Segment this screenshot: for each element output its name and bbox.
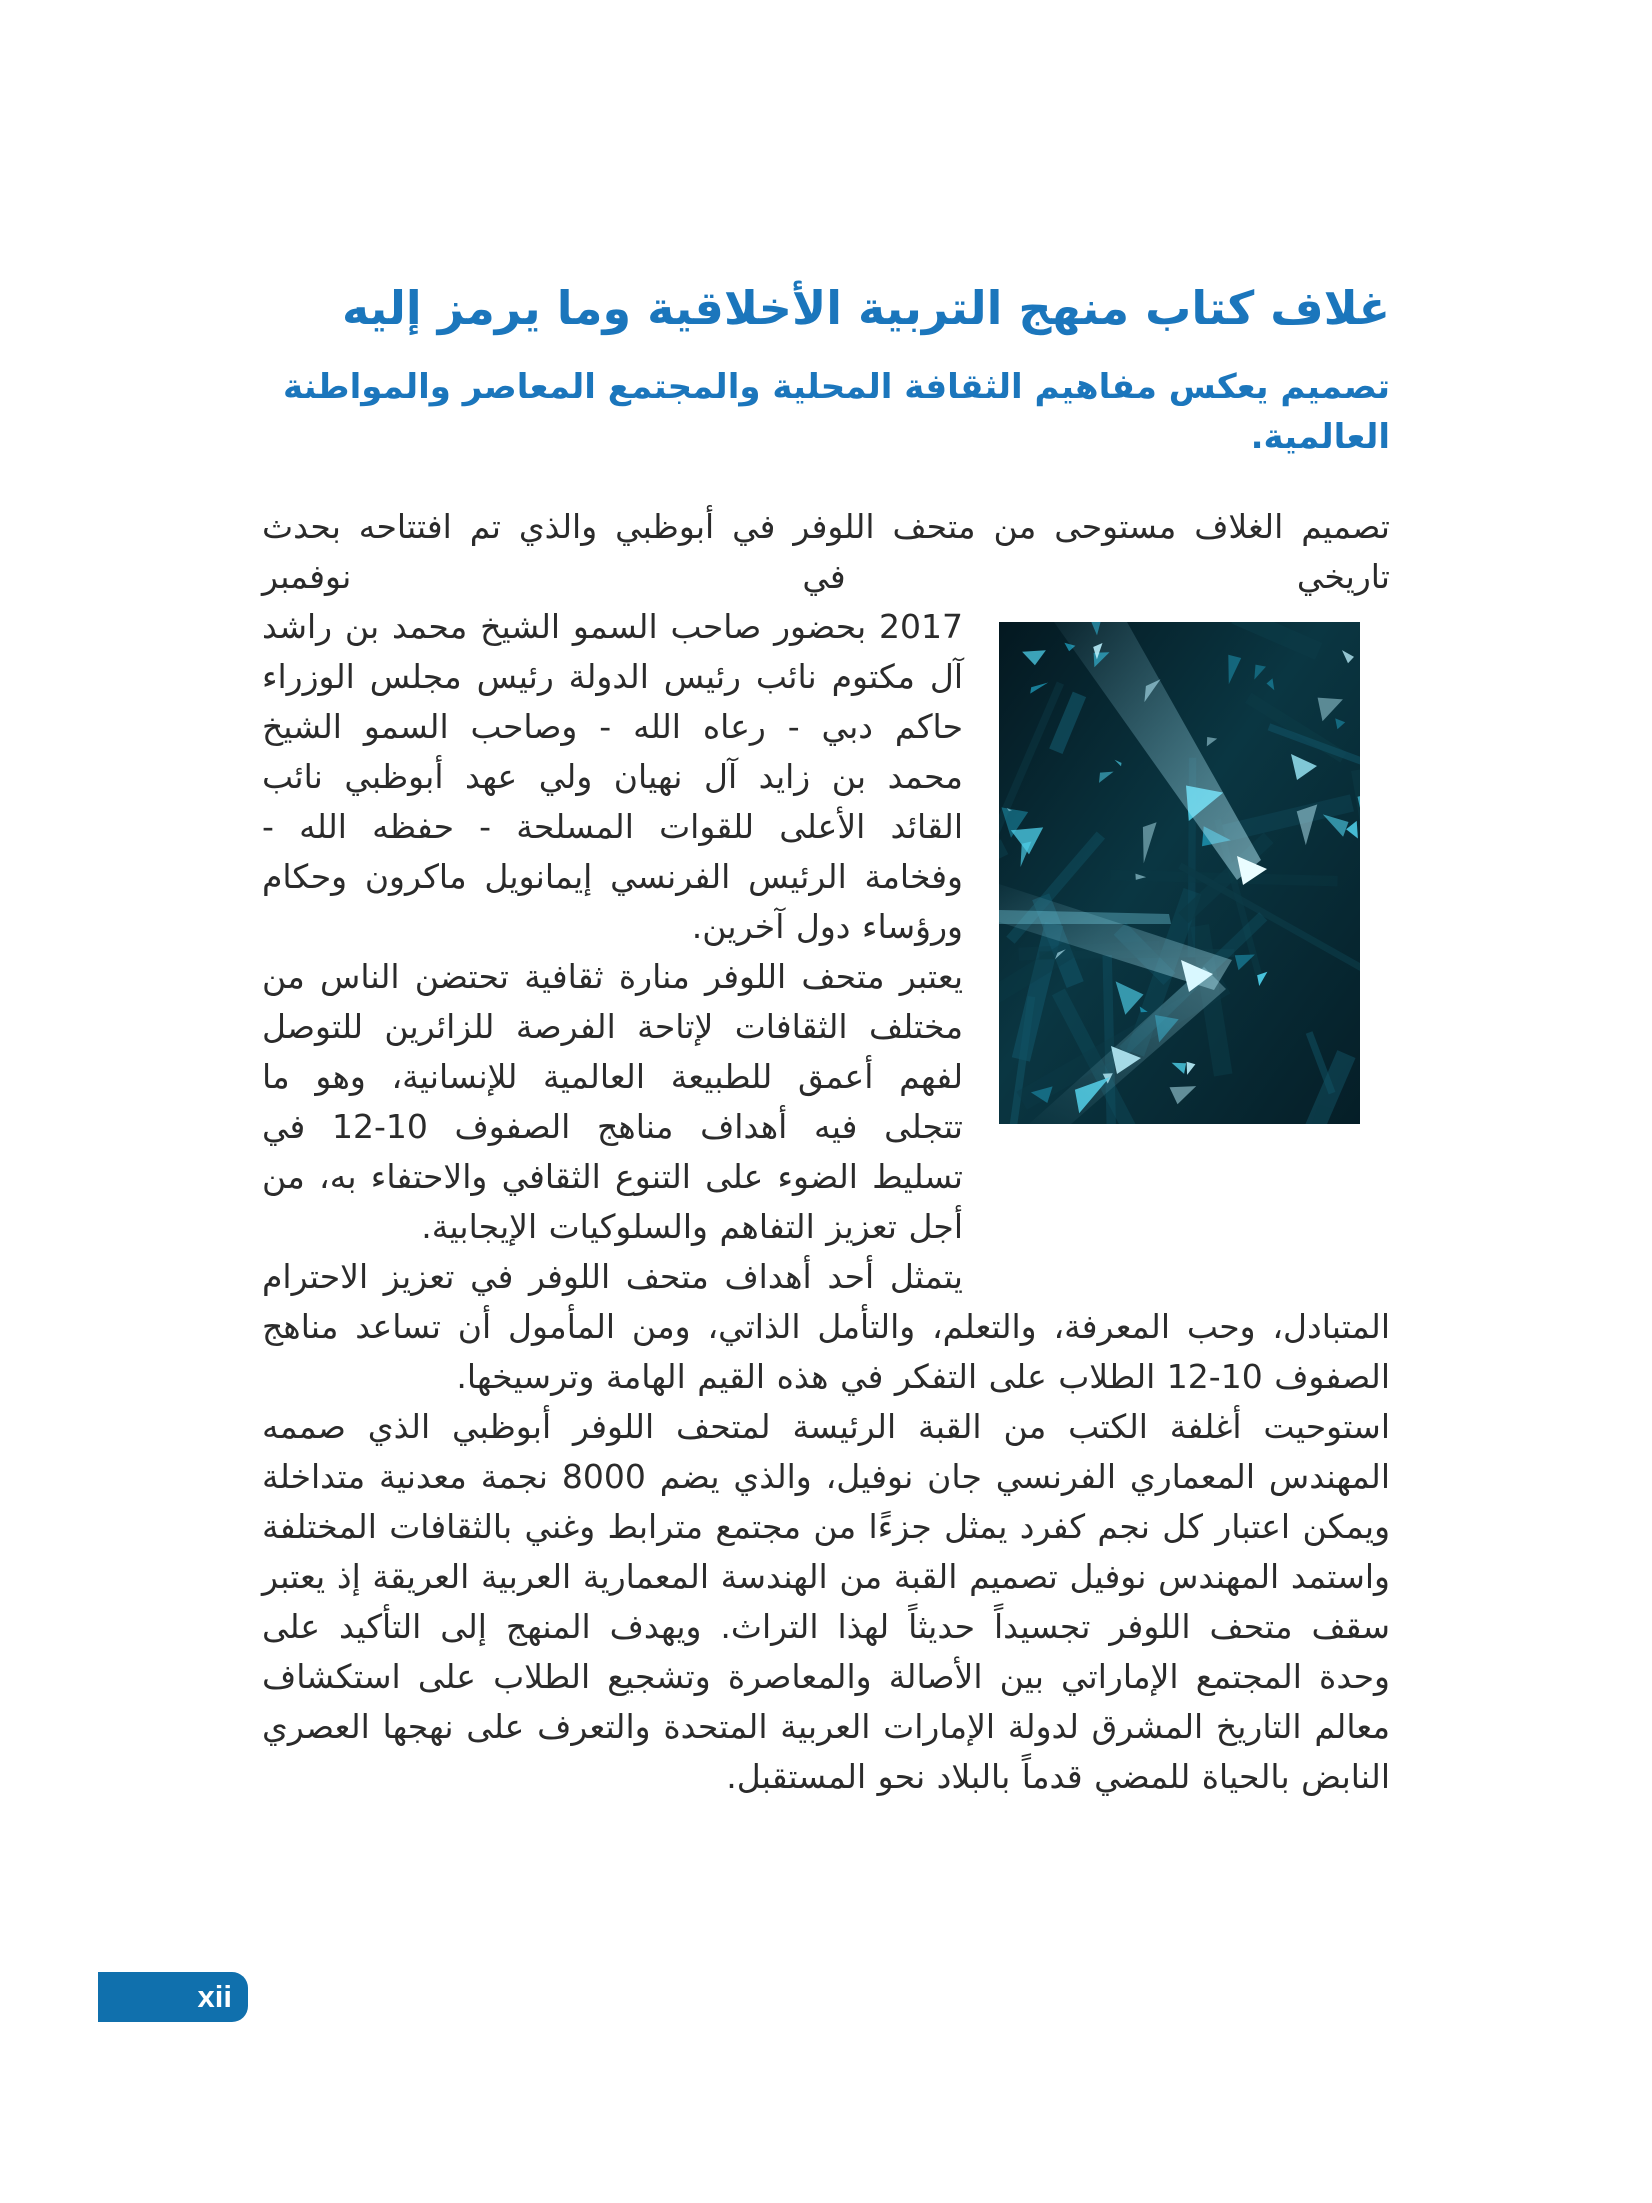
page-title: غلاف كتاب منهج التربية الأخلاقية وما يرمز إليه xyxy=(341,281,1390,335)
body-paragraph-3: يتمثل أحد أهداف متحف اللوفر في تعزيز الاحترام المتبادل، وحب المعرفة، والتعلم، والتأمل الذاتي، ومن المأمول أن تساعد مناهج الصفوف 10-12 الطلاب على التفكر في هذه القيم الهامة وترسيخها. xyxy=(262,1257,1390,1396)
body-paragraph-1: 2017 بحضور صاحب السمو الشيخ محمد بن راشد آل مكتوم نائب رئيس الدولة رئيس مجلس الوزراء حاكم دبي - رعاه الله - وصاحب السمو الشيخ محمد بن زايد آل نهيان ولي عهد أبوظبي نائب القائد الأعلى للقوات المسلحة - حفظه الله - وفخامة الرئيس الفرنسي إيمانويل ماكرون وحكام ورؤساء دول آخرين. xyxy=(262,607,963,946)
page-number: xii xyxy=(197,1979,232,2014)
louvre-dome-photo-graphic xyxy=(999,622,1360,1124)
page-content xyxy=(262,0,1390,1802)
body-paragraph-1-lead: تصميم الغلاف مستوحى من متحف اللوفر في أبوظبي والذي تم افتتاحه بحدث تاريخي في نوفمبر xyxy=(262,507,1390,596)
page-number-badge xyxy=(98,1972,248,2022)
page-subtitle: تصميم يعكس مفاهيم الثقافة المحلية والمجتمع المعاصر والمواطنة العالمية. xyxy=(283,367,1390,457)
body-paragraph-2: يعتبر متحف اللوفر منارة ثقافية تحتضن الناس من مختلف الثقافات لإتاحة الفرصة للزائرين للتوصل لفهم أعمق للطبيعة العالمية للإنسانية، وهو ما تتجلى فيه أهداف مناهج الصفوف 10-12 في تسليط الضوء على التنوع الثقافي والاحتفاء به، من أجل تعزيز التفاهم والسلوكيات الإيجابية. xyxy=(262,957,963,1246)
body-paragraph-4: استوحيت أغلفة الكتب من القبة الرئيسة لمتحف اللوفر أبوظبي الذي صممه المهندس المعماري الفرنسي جان نوفيل، والذي يضم 8000 نجمة معدنية متداخلة ويمكن اعتبار كل نجم كفرد يمثل جزءًا من مجتمع مترابط وغني بالثقافات المختلفة واستمد المهندس نوفيل تصميم القبة من الهندسة المعمارية العربية العريقة إذ يعتبر سقف متحف اللوفر تجسيداً حديثاً لهذا التراث. ويهدف المنهج إلى التأكيد على وحدة المجتمع الإماراتي بين الأصالة والمعاصرة وتشجيع الطلاب على استكشاف معالم التاريخ المشرق لدولة الإمارات العربية المتحدة والتعرف على نهجها العصري النابض بالحياة للمضي قدماً بالبلاد نحو المستقبل. xyxy=(262,1407,1391,1796)
louvre-dome-photo xyxy=(999,622,1360,1124)
